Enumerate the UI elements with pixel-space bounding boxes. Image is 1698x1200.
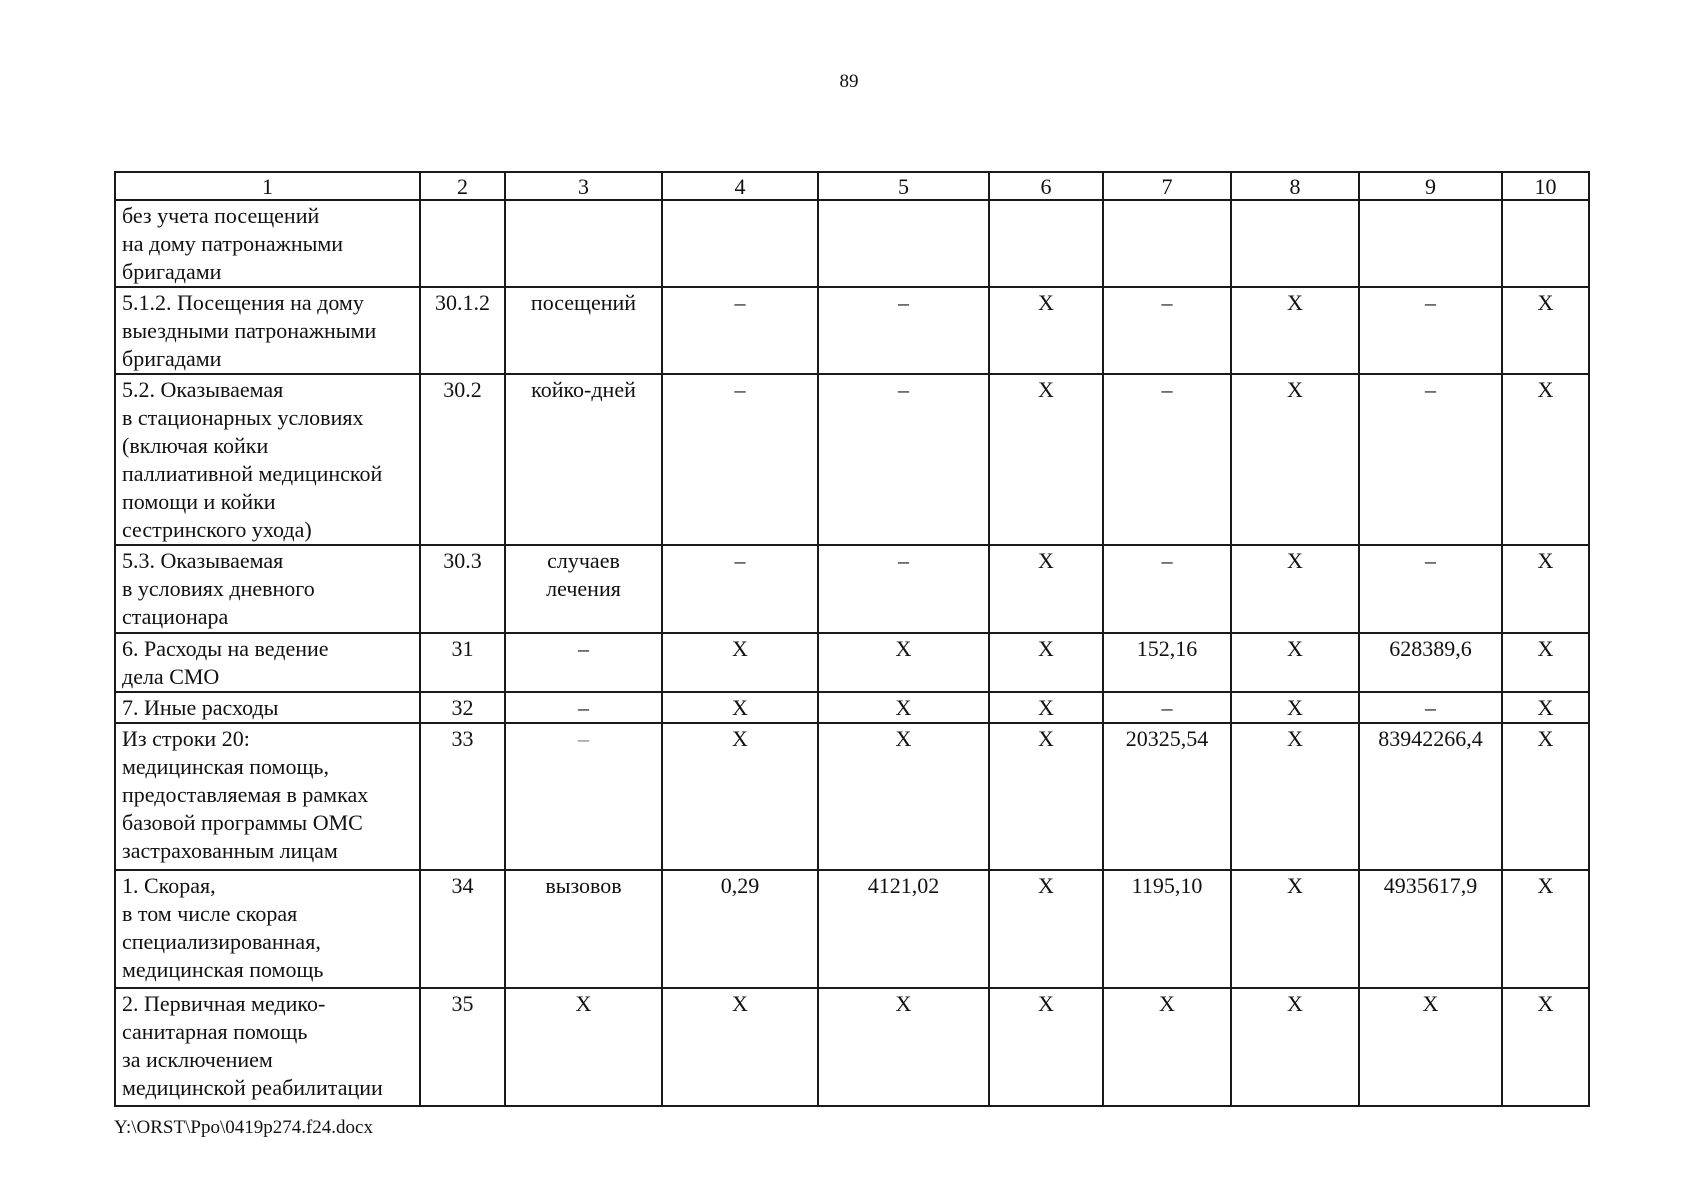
value-cell: – xyxy=(818,545,989,633)
value-cell: – xyxy=(1359,545,1502,633)
unit-cell: – xyxy=(505,692,662,723)
value-cell: X xyxy=(989,692,1103,723)
value-cell: – xyxy=(1103,692,1231,723)
column-number-header: 9 xyxy=(1359,172,1502,200)
value-cell: X xyxy=(1502,988,1589,1106)
value-cell: X xyxy=(1502,287,1589,374)
value-cell xyxy=(1502,200,1589,287)
row-name-cell: 2. Первичная медико- санитарная помощь за исключением медицинской реабилитации xyxy=(115,988,420,1106)
table-row xyxy=(115,870,1589,988)
unit-cell: X xyxy=(505,988,662,1106)
table-body xyxy=(115,172,1589,1106)
table-row xyxy=(115,200,1589,287)
row-code-cell: 32 xyxy=(420,692,505,723)
value-cell: – xyxy=(1359,374,1502,545)
value-cell: X xyxy=(1502,633,1589,692)
row-name-cell: Из строки 20: медицинская помощь, предоставляемая в рамках базовой программы ОМС застрахованным лицам xyxy=(115,723,420,870)
value-cell: – xyxy=(818,374,989,545)
row-code-cell: 31 xyxy=(420,633,505,692)
row-code-cell xyxy=(420,200,505,287)
row-code-cell: 33 xyxy=(420,723,505,870)
value-cell: X xyxy=(989,374,1103,545)
value-cell: X xyxy=(989,545,1103,633)
row-code-cell: 30.3 xyxy=(420,545,505,633)
value-cell: – xyxy=(662,545,818,633)
value-cell: X xyxy=(989,988,1103,1106)
value-cell: X xyxy=(1231,374,1359,545)
row-name-cell: 1. Скорая, в том числе скорая специализированная, медицинская помощь xyxy=(115,870,420,988)
value-cell: X xyxy=(1502,870,1589,988)
value-cell: 152,16 xyxy=(1103,633,1231,692)
value-cell xyxy=(662,200,818,287)
column-number-header-row xyxy=(115,172,1589,200)
unit-cell: случаев лечения xyxy=(505,545,662,633)
column-number-header: 1 xyxy=(115,172,420,200)
row-name-cell: 5.3. Оказываемая в условиях дневного стационара xyxy=(115,545,420,633)
value-cell: X xyxy=(818,723,989,870)
value-cell: – xyxy=(1359,692,1502,723)
value-cell: 83942266,4 xyxy=(1359,723,1502,870)
table-row xyxy=(115,633,1589,692)
table-row xyxy=(115,988,1589,1106)
column-number-header: 3 xyxy=(505,172,662,200)
document-file-path: Y:\ORST\Ppo\0419p274.f24.docx xyxy=(114,1117,373,1138)
value-cell: X xyxy=(1231,545,1359,633)
value-cell xyxy=(1231,200,1359,287)
value-cell: X xyxy=(1103,988,1231,1106)
value-cell: X xyxy=(1502,692,1589,723)
unit-cell: – xyxy=(505,723,662,870)
value-cell: X xyxy=(989,287,1103,374)
table-row xyxy=(115,692,1589,723)
column-number-header: 7 xyxy=(1103,172,1231,200)
value-cell: X xyxy=(662,988,818,1106)
value-cell: 0,29 xyxy=(662,870,818,988)
value-cell: X xyxy=(1231,870,1359,988)
unit-cell: – xyxy=(505,633,662,692)
value-cell: 4121,02 xyxy=(818,870,989,988)
column-number-header: 6 xyxy=(989,172,1103,200)
unit-cell xyxy=(505,200,662,287)
value-cell: – xyxy=(1103,287,1231,374)
table-row xyxy=(115,287,1589,374)
value-cell: – xyxy=(1103,374,1231,545)
value-cell: X xyxy=(1231,287,1359,374)
column-number-header: 5 xyxy=(818,172,989,200)
row-name-cell: 5.2. Оказываемая в стационарных условиях (включая койки паллиативной медицинской помощи и койки сестринского ухода) xyxy=(115,374,420,545)
value-cell: X xyxy=(818,988,989,1106)
row-name-cell: 7. Иные расходы xyxy=(115,692,420,723)
row-name-cell: без учета посещений на дому патронажными бригадами xyxy=(115,200,420,287)
value-cell: – xyxy=(1103,545,1231,633)
value-cell xyxy=(1359,200,1502,287)
value-cell: X xyxy=(818,633,989,692)
value-cell: X xyxy=(989,633,1103,692)
unit-cell: вызовов xyxy=(505,870,662,988)
value-cell: X xyxy=(662,723,818,870)
column-number-header: 8 xyxy=(1231,172,1359,200)
value-cell xyxy=(818,200,989,287)
unit-cell: посещений xyxy=(505,287,662,374)
row-code-cell: 30.1.2 xyxy=(420,287,505,374)
value-cell: X xyxy=(1231,692,1359,723)
value-cell: X xyxy=(662,633,818,692)
value-cell: X xyxy=(818,692,989,723)
value-cell: X xyxy=(989,870,1103,988)
value-cell: 1195,10 xyxy=(1103,870,1231,988)
table-row xyxy=(115,374,1589,545)
table-row xyxy=(115,723,1589,870)
value-cell: X xyxy=(1231,633,1359,692)
value-cell: – xyxy=(662,374,818,545)
column-number-header: 10 xyxy=(1502,172,1589,200)
row-name-cell: 5.1.2. Посещения на дому выездными патронажными бригадами xyxy=(115,287,420,374)
value-cell: X xyxy=(1231,723,1359,870)
value-cell: 628389,6 xyxy=(1359,633,1502,692)
value-cell: – xyxy=(818,287,989,374)
value-cell: X xyxy=(662,692,818,723)
row-code-cell: 34 xyxy=(420,870,505,988)
page-number: 89 xyxy=(839,71,859,92)
value-cell: 20325,54 xyxy=(1103,723,1231,870)
row-code-cell: 30.2 xyxy=(420,374,505,545)
value-cell: – xyxy=(662,287,818,374)
value-cell: – xyxy=(1359,287,1502,374)
row-code-cell: 35 xyxy=(420,988,505,1106)
value-cell: X xyxy=(1502,545,1589,633)
data-table-container xyxy=(114,171,1590,1107)
value-cell: X xyxy=(1359,988,1502,1106)
column-number-header: 4 xyxy=(662,172,818,200)
value-cell xyxy=(989,200,1103,287)
column-number-header: 2 xyxy=(420,172,505,200)
value-cell: X xyxy=(1231,988,1359,1106)
table-row xyxy=(115,545,1589,633)
unit-cell: койко-дней xyxy=(505,374,662,545)
value-cell: X xyxy=(1502,723,1589,870)
value-cell: X xyxy=(989,723,1103,870)
value-cell: X xyxy=(1502,374,1589,545)
value-cell: 4935617,9 xyxy=(1359,870,1502,988)
data-table xyxy=(114,171,1590,1107)
value-cell xyxy=(1103,200,1231,287)
row-name-cell: 6. Расходы на ведение дела СМО xyxy=(115,633,420,692)
